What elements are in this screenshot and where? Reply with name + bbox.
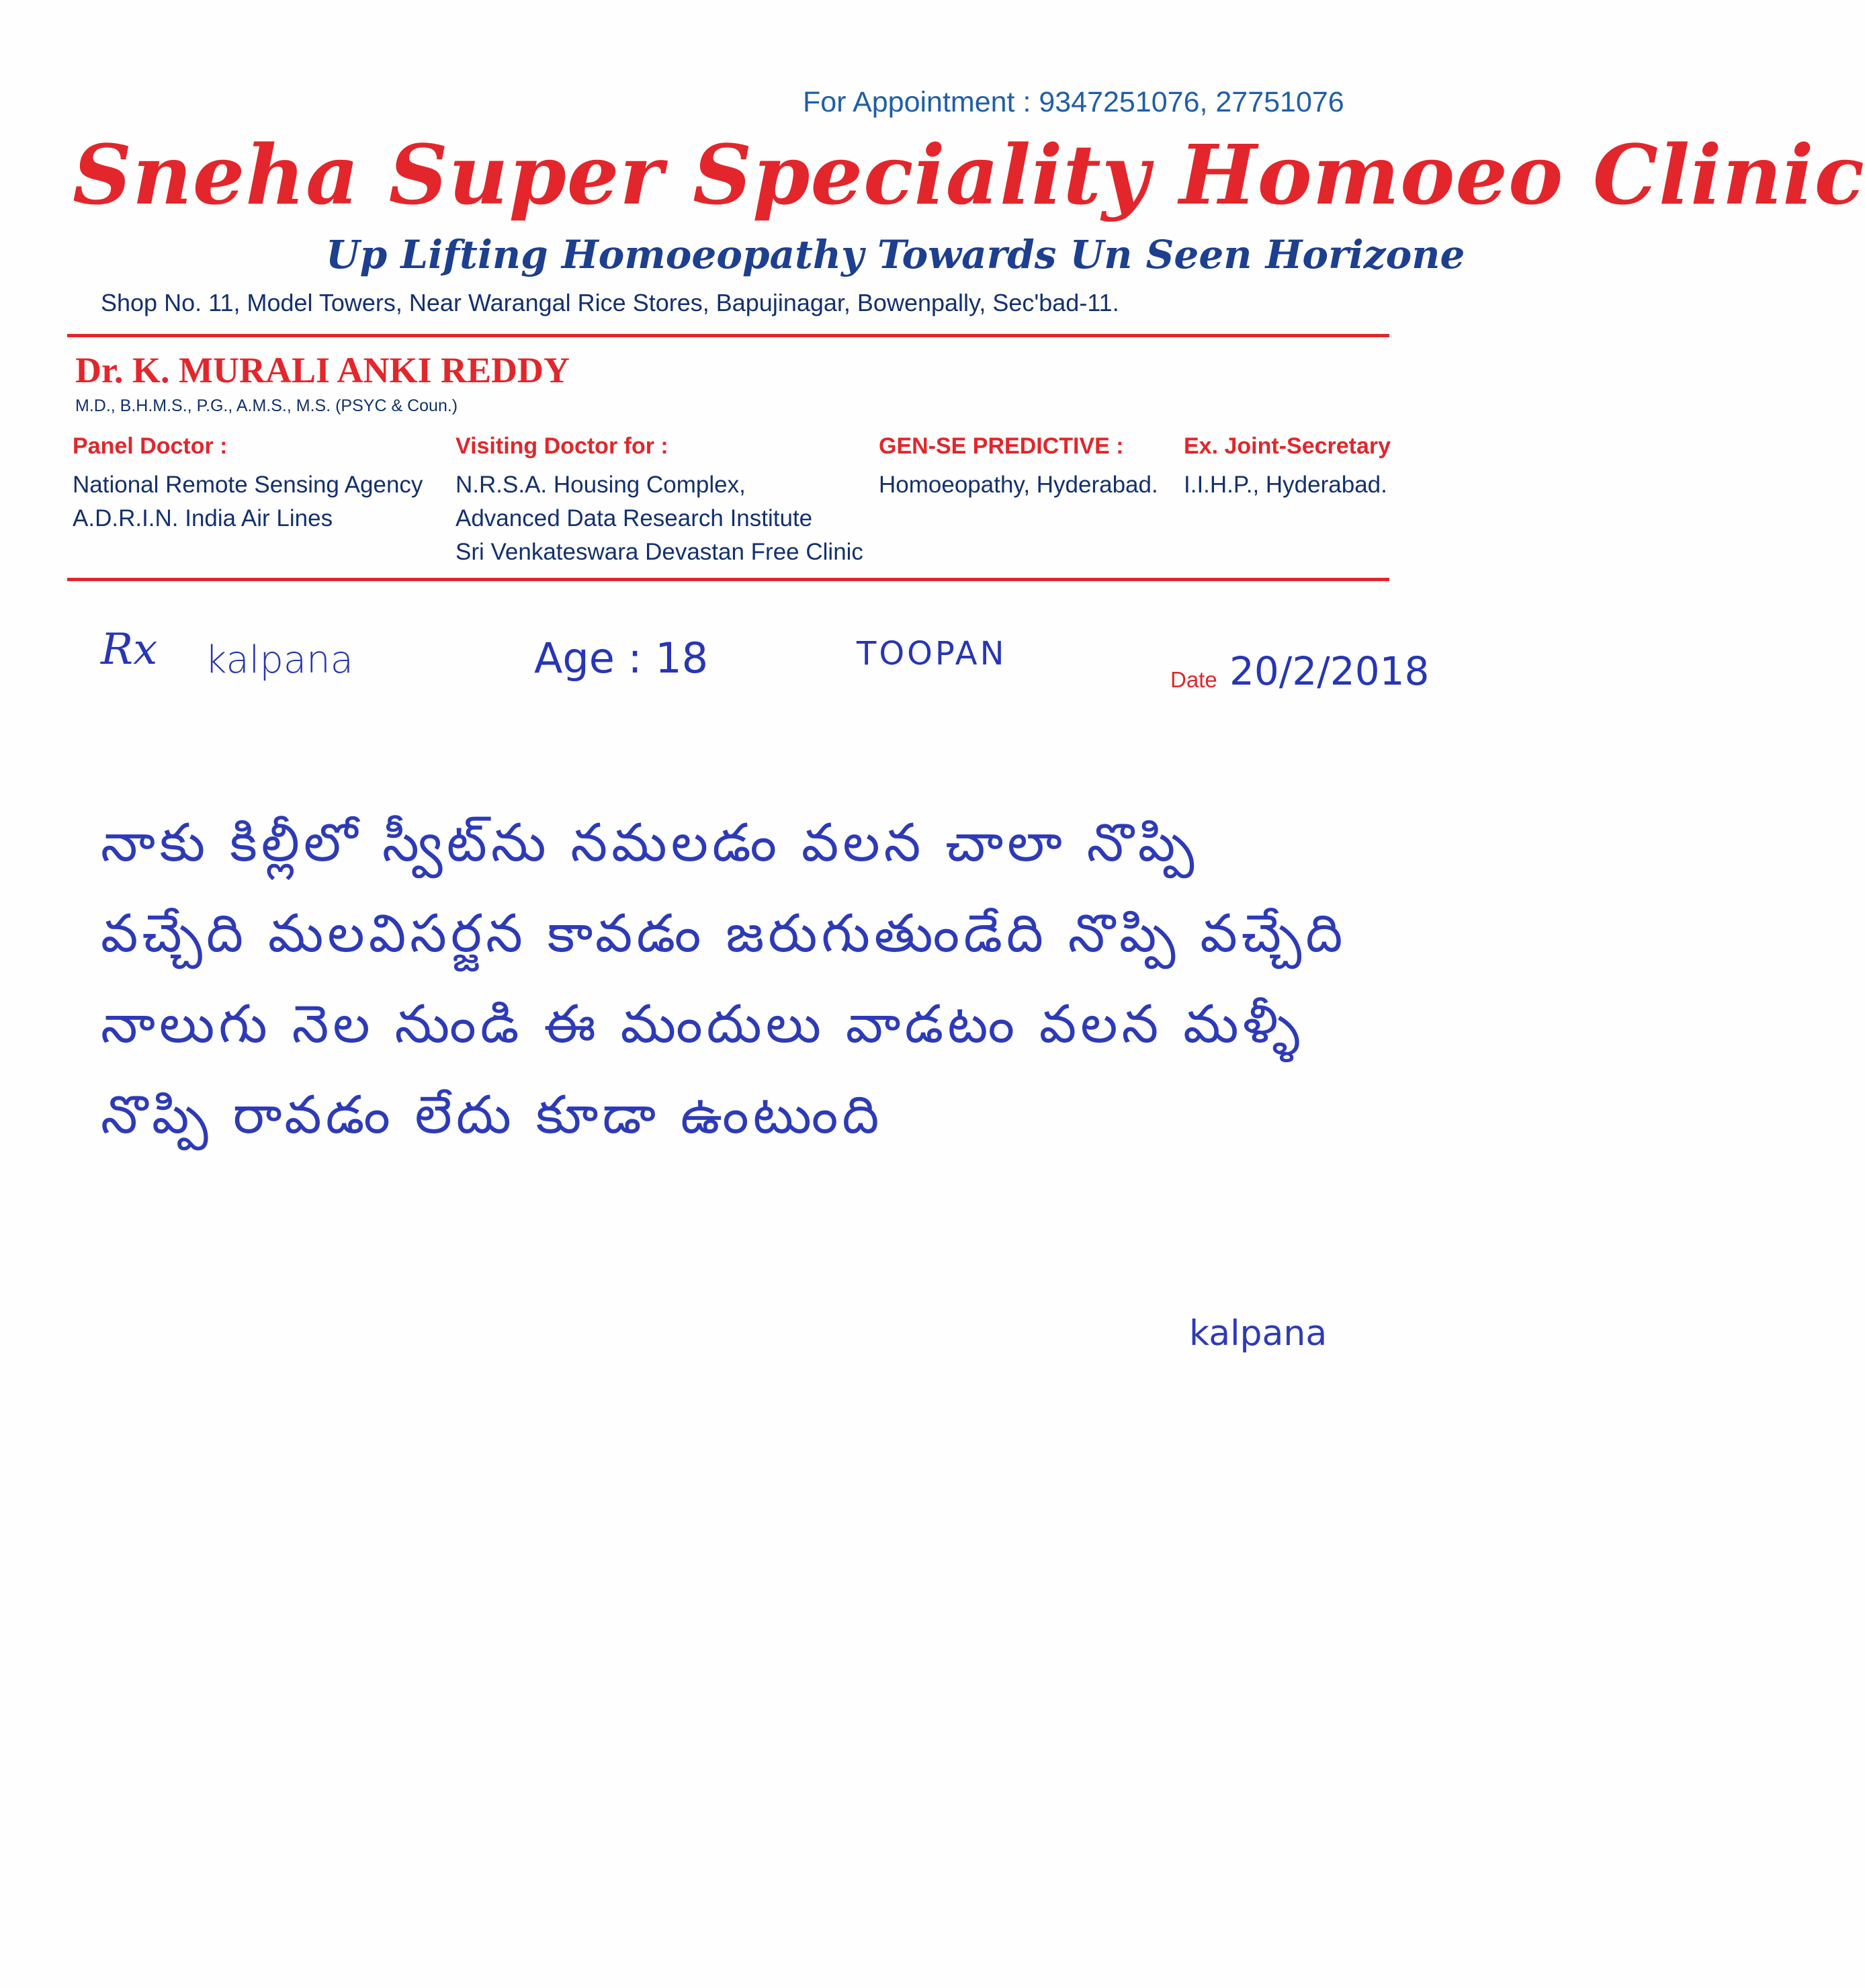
clinic-name: Sneha Super Speciality Homoeo Clinic [73, 126, 1865, 223]
doctor-name: Dr. K. MURALI ANKI REDDY [75, 350, 570, 390]
column-line: Sri Venkateswara Devastan Free Clinic [456, 539, 863, 565]
date-label: Date [1170, 667, 1217, 692]
column-line: A.D.R.I.N. India Air Lines [73, 505, 333, 531]
column-line: Homoeopathy, Hyderabad. [879, 472, 1158, 498]
clinic-tagline: Up Lifting Homoeopathy Towards Un Seen Horizone [326, 232, 1465, 277]
column-heading: GEN-SE PREDICTIVE : [879, 433, 1124, 459]
doctor-qualifications: M.D., B.H.M.S., P.G., A.M.S., M.S. (PSYC & Coun.) [75, 396, 458, 415]
complaint-line: వచ్చేది మలవిసర్జన కావడం జరుగుతుండేది నొప్పి వచ్చేది [101, 904, 1347, 964]
column-line: N.R.S.A. Housing Complex, [456, 472, 746, 498]
column-heading: Ex. Joint-Secretary [1184, 433, 1391, 459]
patient-name: kalpana [205, 638, 353, 682]
column-line: I.I.H.P., Hyderabad. [1184, 472, 1387, 498]
complaint-line: నొప్పి రావడం లేదు కూడా ఉంటుంది [101, 1085, 883, 1146]
complaint-line: నాలుగు నెల నుండి ఈ మందులు వాడటం వలన మళ్ళీ [101, 994, 1305, 1055]
prescription-note: TOOPAN [857, 635, 1007, 673]
complaint-line: నాకు కిల్లీలో స్వీట్‌ను నమలడం వలన చాలా నొప్పి [101, 813, 1199, 873]
clinic-address: Shop No. 11, Model Towers, Near Warangal Rice Stores, Bapujinagar, Bowenpally, Sec'bad-11. [101, 289, 1119, 316]
column-heading: Visiting Doctor for : [456, 433, 668, 459]
patient-signature: kalpana [1189, 1313, 1328, 1354]
column-heading: Panel Doctor : [73, 433, 228, 459]
date-value: 20/2/2018 [1229, 648, 1430, 694]
column-line: National Remote Sensing Agency [73, 472, 423, 498]
header-divider-bottom [67, 578, 1389, 581]
patient-age: Age : 18 [534, 634, 709, 683]
rx-symbol: Rx [101, 625, 158, 675]
appointment-phone: For Appointment : 9347251076, 27751076 [803, 86, 1344, 118]
header-divider-top [67, 334, 1389, 337]
column-line: Advanced Data Research Institute [456, 505, 813, 531]
